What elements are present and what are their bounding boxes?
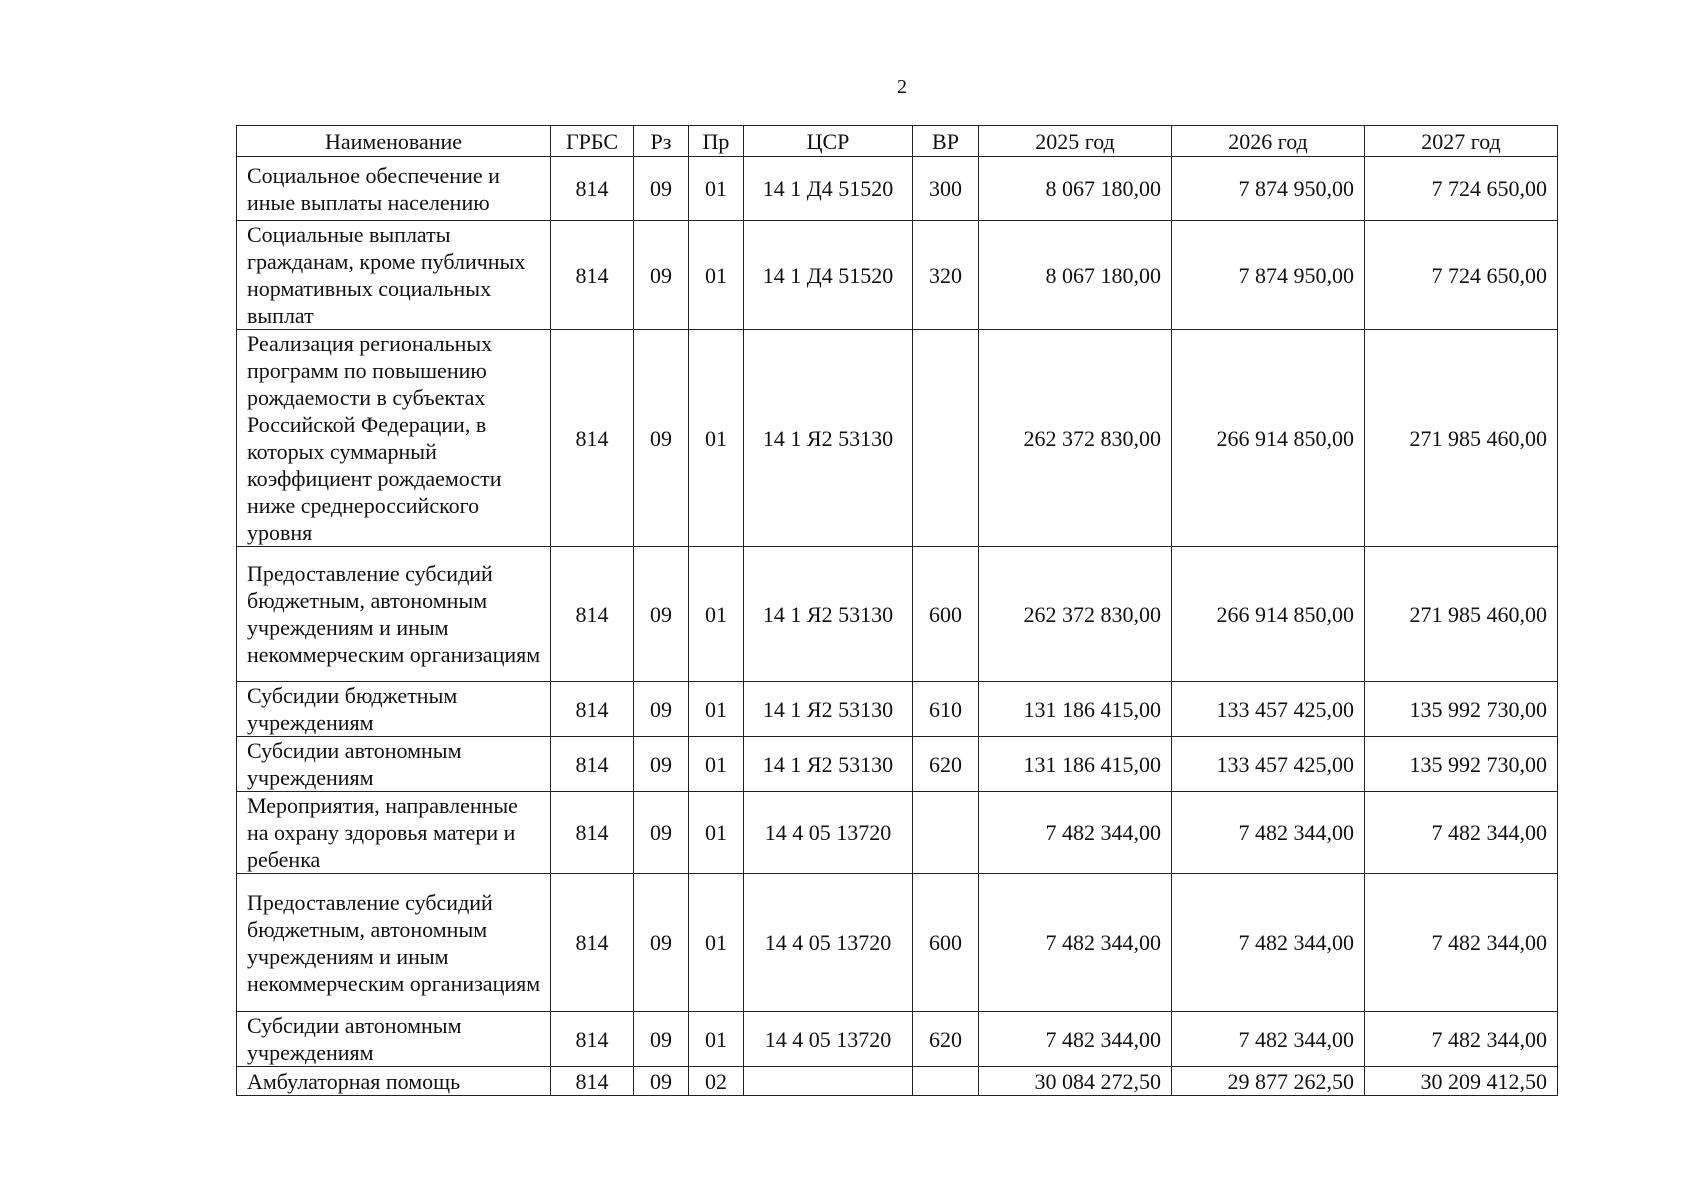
cell-name: Предоставление субсидий бюджетным, автономным учреждениям и иным некоммерческим организациям	[237, 874, 551, 1012]
cell-2027: 7 482 344,00	[1365, 874, 1558, 1012]
cell-rz: 09	[634, 737, 689, 792]
header-grbs: ГРБС	[551, 126, 634, 157]
cell-name: Социальные выплаты гражданам, кроме публичных нормативных социальных выплат	[237, 221, 551, 330]
cell-pr: 01	[689, 330, 744, 547]
cell-rz: 09	[634, 1067, 689, 1096]
cell-pr: 01	[689, 737, 744, 792]
cell-2025: 30 084 272,50	[979, 1067, 1172, 1096]
cell-2026: 29 877 262,50	[1172, 1067, 1365, 1096]
table-row	[237, 547, 1558, 682]
cell-vr: 620	[913, 1012, 979, 1067]
cell-grbs: 814	[551, 792, 634, 874]
table-row	[237, 737, 1558, 792]
cell-2026: 7 482 344,00	[1172, 874, 1365, 1012]
cell-vr	[913, 792, 979, 874]
cell-2026: 7 482 344,00	[1172, 792, 1365, 874]
table-row	[237, 330, 1558, 547]
cell-name: Амбулаторная помощь	[237, 1067, 551, 1096]
cell-grbs: 814	[551, 1012, 634, 1067]
cell-2025: 7 482 344,00	[979, 874, 1172, 1012]
cell-name: Субсидии бюджетным учреждениям	[237, 682, 551, 737]
cell-2026: 266 914 850,00	[1172, 330, 1365, 547]
cell-2027: 7 482 344,00	[1365, 792, 1558, 874]
cell-grbs: 814	[551, 874, 634, 1012]
header-pr: Пр	[689, 126, 744, 157]
cell-csr: 14 4 05 13720	[744, 792, 913, 874]
cell-2027: 7 724 650,00	[1365, 157, 1558, 221]
cell-vr: 610	[913, 682, 979, 737]
cell-2025: 7 482 344,00	[979, 792, 1172, 874]
header-name: Наименование	[237, 126, 551, 157]
cell-grbs: 814	[551, 547, 634, 682]
page-number: 2	[897, 76, 907, 98]
table-body	[237, 157, 1558, 1096]
cell-csr: 14 4 05 13720	[744, 1012, 913, 1067]
cell-rz: 09	[634, 547, 689, 682]
cell-pr: 01	[689, 1012, 744, 1067]
cell-rz: 09	[634, 330, 689, 547]
cell-name: Реализация региональных программ по повышению рождаемости в субъектах Российской Федерации, в которых суммарный коэффициент рождаемости ниже среднероссийского уровня	[237, 330, 551, 547]
cell-rz: 09	[634, 1012, 689, 1067]
cell-name: Предоставление субсидий бюджетным, автономным учреждениям и иным некоммерческим организациям	[237, 547, 551, 682]
table-row	[237, 792, 1558, 874]
cell-2027: 135 992 730,00	[1365, 682, 1558, 737]
cell-csr: 14 1 Д4 51520	[744, 157, 913, 221]
header-vr: ВР	[913, 126, 979, 157]
cell-grbs: 814	[551, 1067, 634, 1096]
table-row	[237, 1067, 1558, 1096]
cell-2025: 131 186 415,00	[979, 737, 1172, 792]
cell-rz: 09	[634, 157, 689, 221]
cell-grbs: 814	[551, 682, 634, 737]
cell-csr: 14 1 Я2 53130	[744, 682, 913, 737]
cell-2026: 133 457 425,00	[1172, 682, 1365, 737]
table-row	[237, 682, 1558, 737]
cell-name: Мероприятия, направленные на охрану здоровья матери и ребенка	[237, 792, 551, 874]
cell-2025: 262 372 830,00	[979, 547, 1172, 682]
header-2025: 2025 год	[979, 126, 1172, 157]
header-2027: 2027 год	[1365, 126, 1558, 157]
table-row	[237, 1012, 1558, 1067]
header-csr: ЦСР	[744, 126, 913, 157]
cell-name: Субсидии автономным учреждениям	[237, 737, 551, 792]
cell-name: Субсидии автономным учреждениям	[237, 1012, 551, 1067]
cell-2027: 7 482 344,00	[1365, 1012, 1558, 1067]
cell-rz: 09	[634, 874, 689, 1012]
budget-table	[236, 125, 1558, 1096]
cell-pr: 01	[689, 221, 744, 330]
cell-2026: 266 914 850,00	[1172, 547, 1365, 682]
cell-rz: 09	[634, 682, 689, 737]
cell-pr: 01	[689, 157, 744, 221]
cell-vr: 600	[913, 547, 979, 682]
table-header	[237, 126, 1558, 157]
cell-grbs: 814	[551, 157, 634, 221]
cell-2027: 271 985 460,00	[1365, 547, 1558, 682]
cell-2027: 271 985 460,00	[1365, 330, 1558, 547]
cell-pr: 01	[689, 792, 744, 874]
cell-vr: 600	[913, 874, 979, 1012]
cell-2027: 7 724 650,00	[1365, 221, 1558, 330]
cell-pr: 01	[689, 874, 744, 1012]
cell-2025: 131 186 415,00	[979, 682, 1172, 737]
cell-grbs: 814	[551, 221, 634, 330]
cell-csr: 14 1 Я2 53130	[744, 330, 913, 547]
cell-grbs: 814	[551, 737, 634, 792]
cell-vr	[913, 1067, 979, 1096]
cell-csr: 14 1 Д4 51520	[744, 221, 913, 330]
header-rz: Рз	[634, 126, 689, 157]
cell-vr: 620	[913, 737, 979, 792]
cell-2025: 7 482 344,00	[979, 1012, 1172, 1067]
cell-2027: 30 209 412,50	[1365, 1067, 1558, 1096]
header-2026: 2026 год	[1172, 126, 1365, 157]
cell-2027: 135 992 730,00	[1365, 737, 1558, 792]
cell-rz: 09	[634, 221, 689, 330]
cell-2025: 262 372 830,00	[979, 330, 1172, 547]
table-row	[237, 874, 1558, 1012]
cell-vr	[913, 330, 979, 547]
cell-vr: 300	[913, 157, 979, 221]
cell-2025: 8 067 180,00	[979, 221, 1172, 330]
cell-pr: 02	[689, 1067, 744, 1096]
table-row	[237, 221, 1558, 330]
cell-vr: 320	[913, 221, 979, 330]
cell-csr: 14 1 Я2 53130	[744, 547, 913, 682]
cell-csr: 14 1 Я2 53130	[744, 737, 913, 792]
cell-2025: 8 067 180,00	[979, 157, 1172, 221]
cell-2026: 133 457 425,00	[1172, 737, 1365, 792]
cell-2026: 7 874 950,00	[1172, 157, 1365, 221]
cell-pr: 01	[689, 682, 744, 737]
cell-pr: 01	[689, 547, 744, 682]
cell-grbs: 814	[551, 330, 634, 547]
cell-csr	[744, 1067, 913, 1096]
table-row	[237, 157, 1558, 221]
header-row	[237, 126, 1558, 157]
cell-csr: 14 4 05 13720	[744, 874, 913, 1012]
cell-rz: 09	[634, 792, 689, 874]
cell-2026: 7 482 344,00	[1172, 1012, 1365, 1067]
cell-2026: 7 874 950,00	[1172, 221, 1365, 330]
cell-name: Социальное обеспечение и иные выплаты населению	[237, 157, 551, 221]
